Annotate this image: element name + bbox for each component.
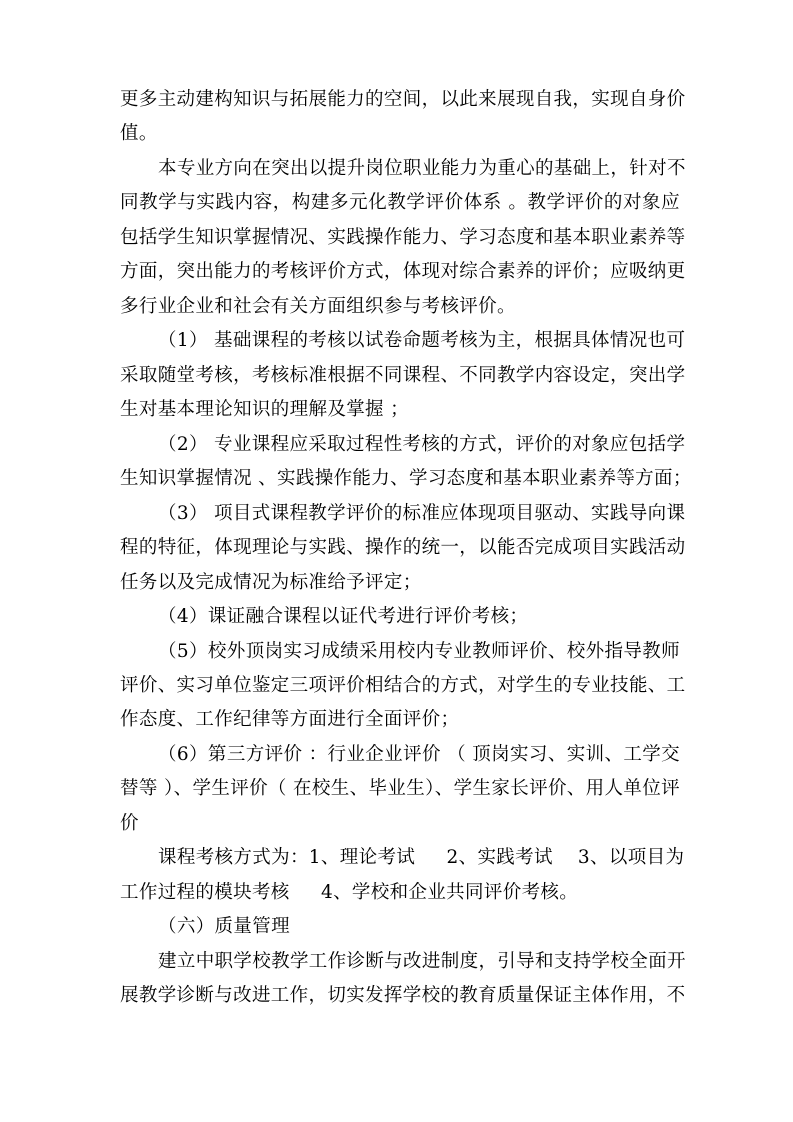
text-line: 工作过程的模块考核 4、学校和企业共同评价考核。 [120, 882, 579, 903]
text-line: 任务以及完成情况为标准给予评定； [120, 572, 422, 593]
text-line: 价 [120, 813, 139, 834]
text-line: （3） 项目式课程教学评价的标准应体现项目驱动、实践导向课 [158, 503, 686, 524]
text-line: 建立中职学校教学工作诊断与改进制度，引导和支持学校全面开 [158, 951, 686, 972]
text-line: 评价、实习单位鉴定三项评价相结合的方式，对学生的专业技能、工 [120, 675, 686, 696]
text-line: 同教学与实践内容，构建多元化教学评价体系 。教学评价的对象应 [120, 192, 680, 213]
text-line: 采取随堂考核，考核标准根据不同课程、不同教学内容设定，突出学 [120, 365, 686, 386]
text-line: 生知识掌握情况 、实践操作能力、学习态度和基本职业素养等方面； [120, 468, 692, 489]
text-line: 更多主动建构知识与拓展能力的空间，以此来展现自我，实现自身价 [120, 89, 686, 110]
text-line: 值。 [120, 123, 158, 144]
text-line: 多行业企业和社会有关方面组织参与考核评价。 [120, 296, 516, 317]
text-line: 本专业方向在突出以提升岗位职业能力为重心的基础上，针对不 [158, 158, 686, 179]
text-line: 课程考核方式为：1、理论考试 2、实践考试 3、以项目为 [158, 847, 685, 868]
text-line: 展教学诊断与改进工作，切实发挥学校的教育质量保证主体作用，不 [120, 985, 686, 1006]
text-line: 程的特征，体现理论与实践、操作的统一，以能否完成项目实践活动 [120, 537, 686, 558]
text-line: 作态度、工作纪律等方面进行全面评价； [120, 709, 460, 730]
text-line: 包括学生知识掌握情况、实践操作能力、学习态度和基本职业素养等 [120, 227, 686, 248]
text-line: 方面，突出能力的考核评价方式，体现对综合素养的评价；应吸纳更 [120, 261, 686, 282]
text-line: （5）校外顶岗实习成绩采用校内专业教师评价、校外指导教师 [158, 641, 680, 662]
text-line: （六）质量管理 [158, 916, 290, 937]
text-line: （6）第三方评价 ：行业企业评价 （ 顶岗实习、实训、工学交 [158, 744, 680, 765]
text-line: 替等 ）、学生评价（ 在校生、毕业生）、学生家长评价、用人单位评 [120, 778, 680, 799]
text-line: （4）课证融合课程以证代考进行评价考核； [158, 606, 529, 627]
text-line: （2） 专业课程应采取过程性考核的方式，评价的对象应包括学 [158, 434, 686, 455]
text-line: 生对基本理论知识的理解及掌握 ； [120, 399, 409, 420]
text-line: （1） 基础课程的考核以试卷命题考核为主，根据具体情况也可 [158, 330, 686, 351]
